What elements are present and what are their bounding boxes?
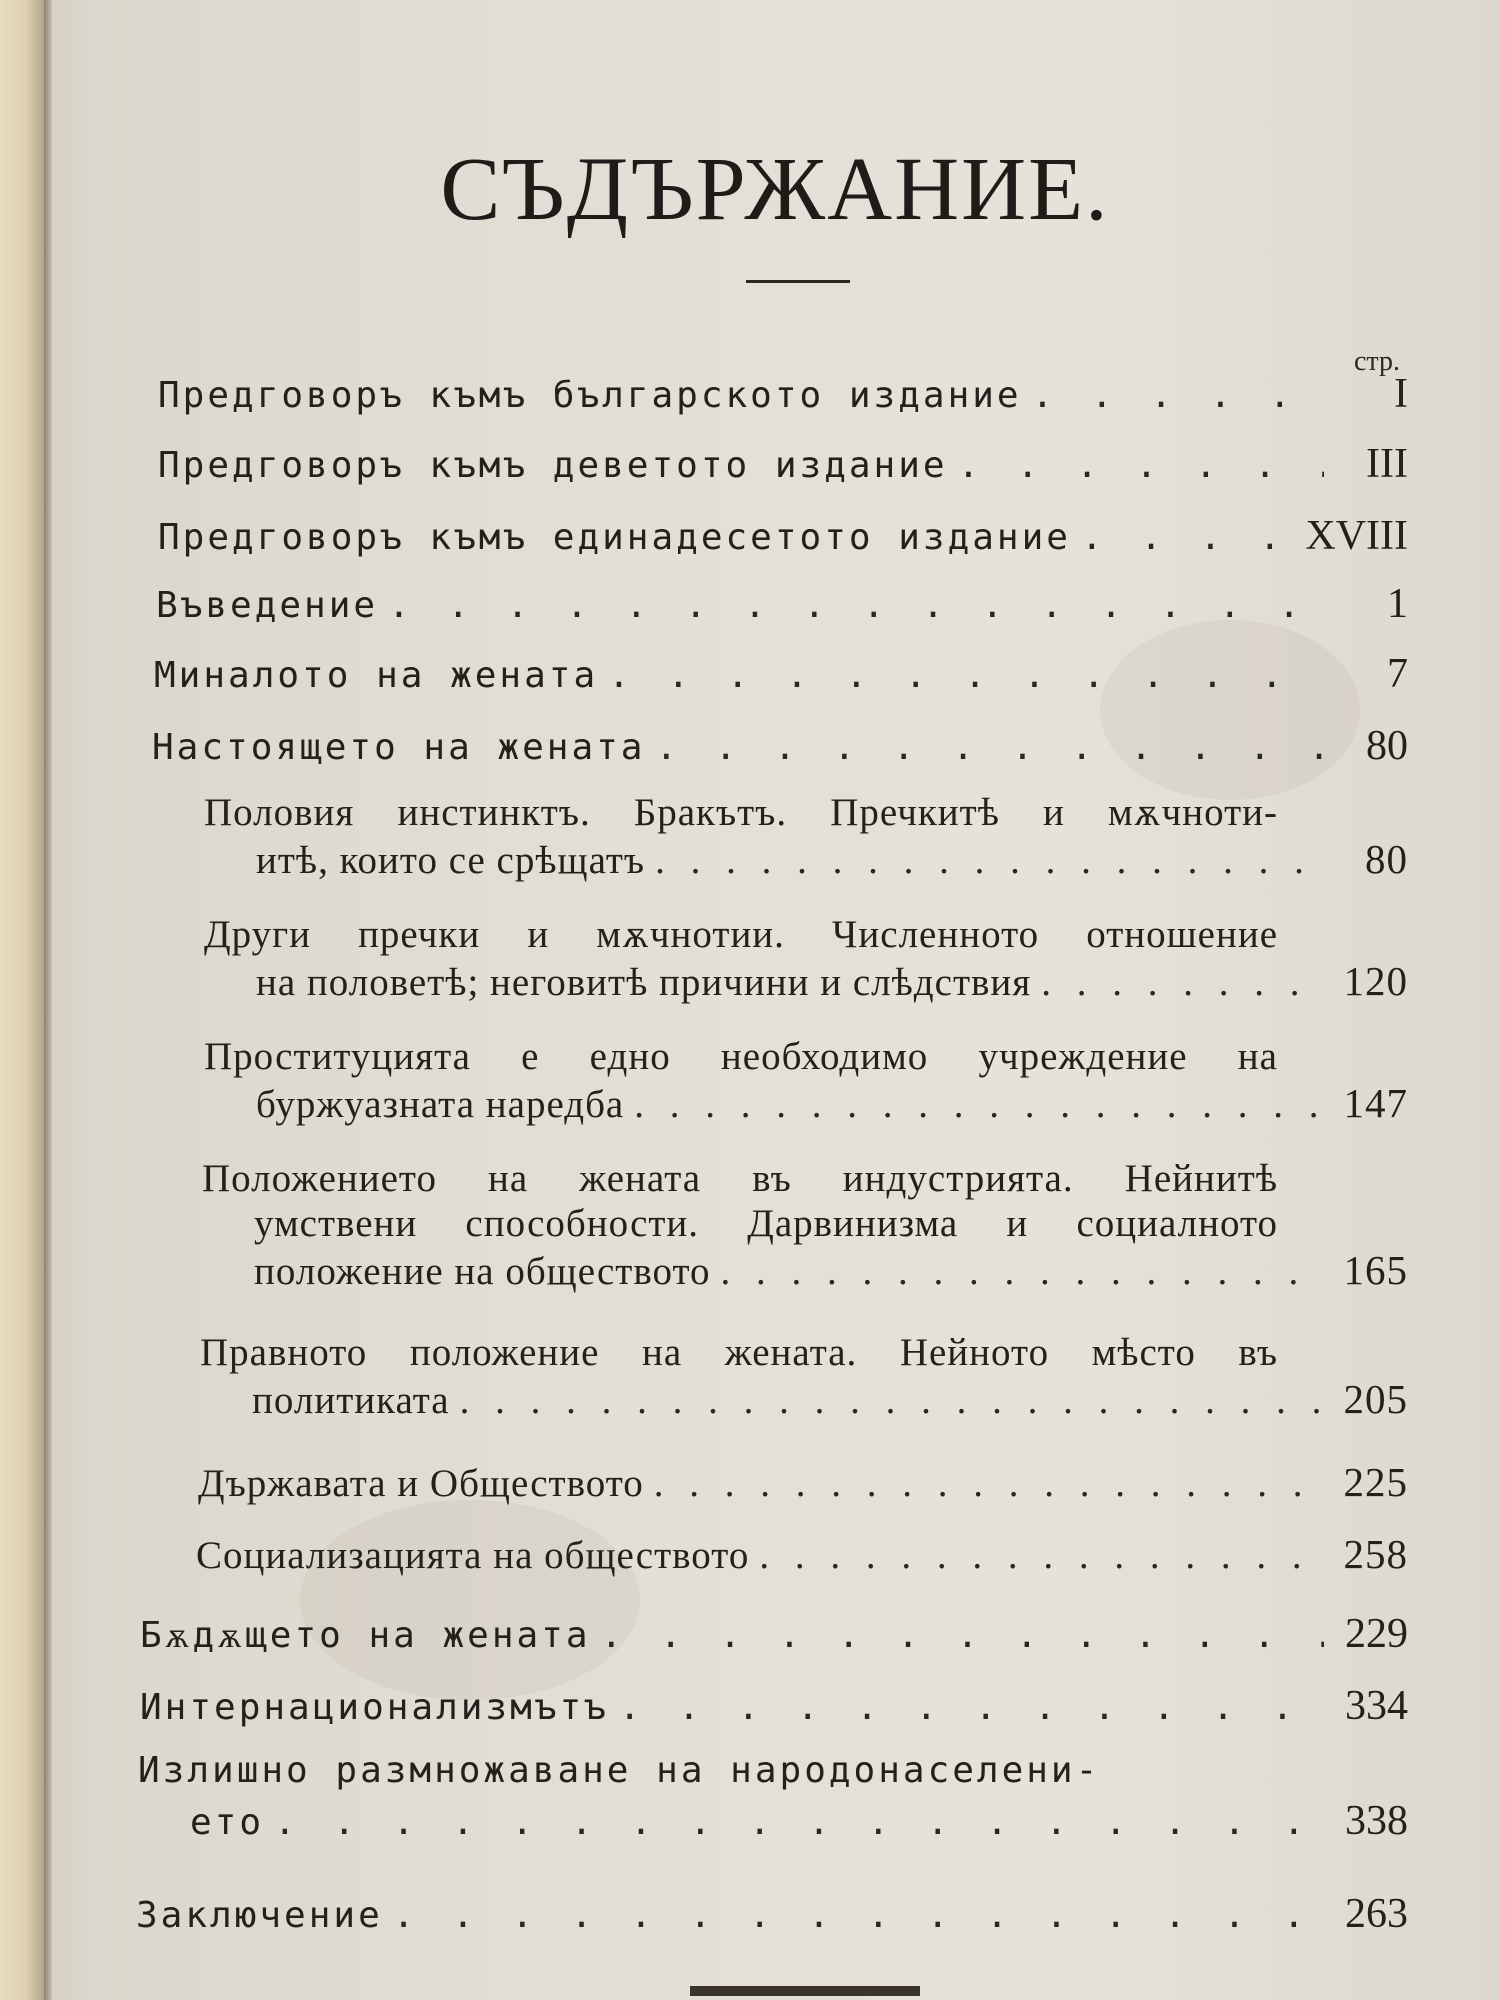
leader-dots bbox=[645, 838, 1324, 883]
toc-entry-title: Проституцията е едно необходимо учреждение на bbox=[204, 1035, 1278, 1078]
toc-subentry bbox=[198, 1458, 1408, 1506]
leader-dots bbox=[450, 1378, 1324, 1423]
toc-entry-title: Предговоръ къмъ деветото издание bbox=[158, 445, 948, 486]
toc-entry bbox=[138, 1750, 1408, 1845]
toc-entry-title: умствени способности. Дарвинизма и социалното bbox=[254, 1202, 1278, 1245]
toc-entry-title: Други пречки и мѫчнотии. Численното отношение bbox=[204, 913, 1278, 956]
toc-entry-title: Правното положение на жената. Нейното мѣсто въ bbox=[200, 1331, 1278, 1374]
toc-entry bbox=[158, 440, 1408, 488]
leader-dots bbox=[645, 727, 1324, 768]
toc-subentry bbox=[202, 1156, 1408, 1294]
toc-entry-title: Предговоръ къмъ българското издание bbox=[158, 375, 1022, 416]
leader-dots bbox=[1071, 517, 1291, 558]
leader-dots bbox=[624, 1082, 1324, 1127]
toc-entry-title: положение на обществото bbox=[254, 1250, 711, 1293]
leader-dots bbox=[591, 1615, 1324, 1656]
toc-page-number: 225 bbox=[1343, 1459, 1408, 1505]
toc-page-number: 205 bbox=[1343, 1376, 1408, 1422]
toc-entry bbox=[140, 1682, 1408, 1730]
toc-entry-title: буржуазната наредба bbox=[256, 1083, 625, 1126]
leader-dots bbox=[598, 655, 1324, 696]
toc-page-number: XVIII bbox=[1305, 513, 1408, 559]
toc-page-number: 120 bbox=[1343, 958, 1408, 1004]
toc-entry bbox=[140, 1610, 1408, 1658]
toc-page-number: III bbox=[1366, 441, 1408, 487]
toc-page-number: 338 bbox=[1345, 1798, 1408, 1844]
leader-dots bbox=[644, 1461, 1324, 1506]
toc-subentry bbox=[204, 790, 1408, 883]
toc-subentry bbox=[200, 1330, 1408, 1423]
toc-page-number: I bbox=[1394, 371, 1408, 417]
page-gutter bbox=[44, 0, 52, 2000]
toc-entry-title: Настоящето на жената bbox=[152, 727, 646, 768]
toc-page-number: 80 bbox=[1365, 836, 1408, 882]
toc-entry-title: ето bbox=[190, 1802, 265, 1843]
toc-entry-title: Положението на жената въ индустрията. Нейнитѣ bbox=[202, 1157, 1278, 1200]
toc-page-number: 263 bbox=[1345, 1891, 1408, 1937]
toc-entry-title: Миналото на жената bbox=[154, 655, 599, 696]
toc-page-number: 229 bbox=[1345, 1611, 1408, 1657]
leader-dots bbox=[1022, 375, 1324, 416]
page-column-label: стр. bbox=[1353, 346, 1400, 377]
toc-entry-title: Въведение bbox=[156, 585, 379, 626]
toc-entry bbox=[156, 580, 1408, 628]
leader-dots bbox=[711, 1249, 1325, 1294]
toc-entry bbox=[152, 722, 1408, 770]
toc-page-number: 334 bbox=[1345, 1683, 1408, 1729]
leader-dots bbox=[948, 445, 1324, 486]
toc-entry bbox=[136, 1890, 1408, 1938]
toc-subentry bbox=[196, 1530, 1408, 1578]
toc-page-number: 1 bbox=[1387, 581, 1408, 627]
toc-entry-title: Бѫдѫщето на жената bbox=[140, 1615, 591, 1656]
book-spine bbox=[0, 0, 48, 2000]
toc-entry bbox=[158, 370, 1408, 418]
toc-page-number: 7 bbox=[1387, 651, 1408, 697]
toc-page-number: 258 bbox=[1343, 1531, 1408, 1577]
toc-subentry bbox=[204, 912, 1408, 1005]
toc-entry bbox=[154, 650, 1408, 698]
toc-entry-title: Половия инстинктъ. Бракътъ. Пречкитѣ и мѫчноти- bbox=[204, 791, 1278, 834]
leader-dots bbox=[383, 1895, 1324, 1936]
toc-entry-title: Интернационализмътъ bbox=[140, 1687, 609, 1728]
leader-dots bbox=[264, 1802, 1324, 1843]
toc-entry-title: итѣ, които се срѣщатъ bbox=[256, 839, 646, 882]
toc-page-number: 165 bbox=[1343, 1247, 1408, 1293]
paper-stain bbox=[1100, 620, 1360, 800]
toc-entry-title: Излишно размножаване на народонаселени- bbox=[138, 1750, 1101, 1791]
toc-subentry bbox=[204, 1034, 1408, 1127]
leader-dots bbox=[1031, 960, 1324, 1005]
toc-entry bbox=[158, 512, 1408, 560]
title-rule bbox=[746, 280, 850, 283]
toc-entry-title: на половетѣ; неговитѣ причини и слѣдствия bbox=[256, 961, 1032, 1004]
leader-dots bbox=[609, 1687, 1324, 1728]
toc-page-number: 147 bbox=[1343, 1080, 1408, 1126]
toc-entry-title: Социализацията на обществото bbox=[196, 1534, 750, 1577]
toc-entry-title: политиката bbox=[252, 1379, 450, 1422]
toc-entry-title: Заключение bbox=[136, 1895, 383, 1936]
toc-entry-title: Държавата и Обществото bbox=[198, 1462, 644, 1505]
leader-dots bbox=[378, 585, 1324, 626]
toc-entry-title: Предговоръ къмъ единадесетото издание bbox=[158, 517, 1071, 558]
leader-dots bbox=[749, 1533, 1324, 1578]
printer-ornament bbox=[690, 1986, 920, 1996]
toc-page-number: 80 bbox=[1366, 723, 1408, 769]
page-title: СЪДЪРЖАНИЕ. bbox=[440, 140, 1110, 239]
